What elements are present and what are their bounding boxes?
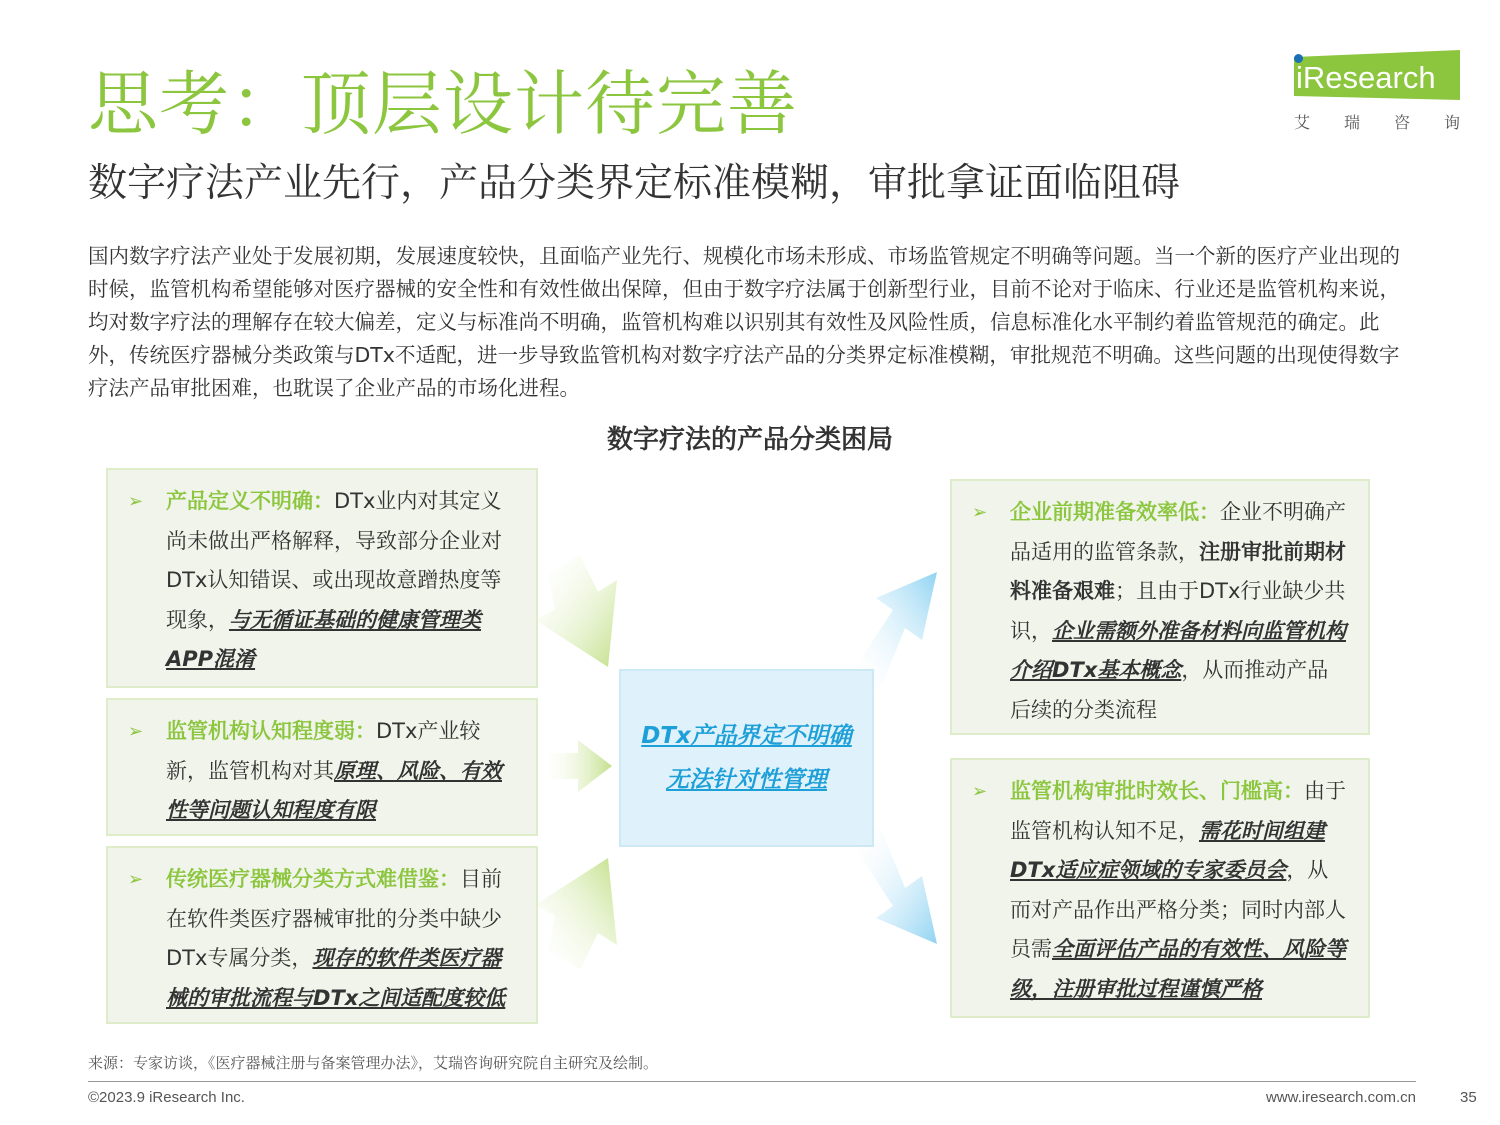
item-emphasis: 与无循证基础的健康管理类APP混淆: [166, 607, 481, 671]
center-line-2: 无法针对性管理: [666, 767, 827, 793]
arrow-bullet-icon: ➢: [128, 869, 144, 890]
item-lead: 产品定义不明确：: [166, 489, 334, 513]
item-lead: 传统医疗器械分类方式难借鉴：: [166, 867, 460, 891]
center-box: [619, 669, 874, 847]
arrow-bullet-icon: ➢: [972, 502, 988, 523]
item-strong: 注册审批前期材料准备艰难: [1010, 539, 1346, 603]
logo-cn-char: 艾: [1294, 113, 1311, 132]
intro-paragraph: 国内数字疗法产业处于发展初期，发展速度较快，且面临产业先行、规模化市场未形成、市场监管规定不明确等问题。当一个新的医疗产业出现的时候，监管机构希望能够对医疗器械的安全性和有效性做出保障，但由于数字疗法属于创新型行业，目前不论对于临床、行业还是监管机构来说，均对数字疗法的理解存在较大偏差，定义与标准尚不明确，监管机构难以识别其有效性及风险性质，信息标准化水平制约着监管规范的确定。此外，传统医疗器械分类政策与DTx不适配，进一步导致监管机构对数字疗法产品的分类界定标准模糊，审批规范不明确。这些问题的出现使得数字疗法产品审批困难，也耽误了企业产品的市场化进程。: [88, 244, 1400, 400]
item-text: ；且由于DTx行业缺少共识，: [1010, 579, 1346, 643]
website-link[interactable]: www.iresearch.com.cn: [1265, 1089, 1416, 1106]
item-text: 目前在软件类医疗器械审批的分类中缺少DTx专属分类，: [166, 867, 502, 970]
center-line-1: DTx产品界定不明确: [641, 723, 852, 749]
logo-cn-char: 询: [1443, 113, 1460, 132]
item-emphasis: 企业需额外准备材料向监管机构介绍DTx基本概念: [1010, 618, 1346, 682]
page-subtitle: 数字疗法产业先行，产品分类界定标准模糊，审批拿证面临阻碍: [88, 161, 1181, 206]
logo-brand-text: iResearch: [1296, 60, 1436, 95]
left-box-regulator-awareness: [106, 698, 538, 836]
item-lead: 企业前期准备效率低：: [1010, 500, 1220, 524]
list-item: [972, 493, 1348, 730]
arrow-right: [540, 740, 612, 792]
item-text: 由于监管机构认知不足，: [1010, 779, 1346, 843]
source-note: 来源：专家访谈，《医疗器械注册与备案管理办法》，艾瑞咨询研究院自主研究及绘制。: [88, 1054, 659, 1072]
arrow-bullet-icon: ➢: [972, 781, 988, 802]
item-text: DTx业内对其定义尚未做出严格解释，导致部分企业对DTx认知错误、或出现故意蹭热度等现象，: [166, 489, 502, 632]
footer-divider: [88, 1081, 1416, 1082]
list-item: [128, 860, 516, 1018]
left-box-traditional-classification: [106, 846, 538, 1024]
item-emphasis: 需花时间组建DTx适应症领域的专家委员会: [1010, 818, 1325, 882]
item-emphasis: 原理、风险、有效性等问题认知程度有限: [166, 758, 502, 822]
arrow-bullet-icon: ➢: [128, 721, 144, 742]
diagram-title: 数字疗法的产品分类困局: [606, 425, 893, 455]
right-box-enterprise-prep: [950, 479, 1370, 735]
list-item: [972, 772, 1348, 1009]
item-lead: 监管机构认知程度弱：: [166, 719, 376, 743]
list-item: [128, 712, 516, 831]
arrow-up-right: [535, 858, 617, 970]
list-item: [128, 482, 516, 680]
item-text: ，从而推动产品后续的分类流程: [1010, 658, 1329, 722]
arrow-bullet-icon: ➢: [128, 491, 144, 512]
item-emphasis: 现存的软件类医疗器械的审批流程与DTx之间适配度较低: [166, 946, 506, 1010]
item-text: ，从而对产品作出严格分类；同时内部人员需: [1010, 858, 1346, 961]
logo-cn-char: 瑞: [1343, 113, 1360, 132]
item-lead: 监管机构审批时效长、门槛高：: [1010, 779, 1304, 803]
page-title: 思考：顶层设计待完善: [88, 63, 798, 145]
item-text: DTx产业较新，监管机构对其: [166, 719, 481, 783]
arrow-down-right: [535, 555, 617, 667]
left-box-product-definition: [106, 468, 538, 688]
logo-cn-char: 咨: [1393, 113, 1410, 132]
page-number: 35: [1460, 1089, 1477, 1106]
right-box-approval-timeline: [950, 758, 1370, 1018]
item-text: 企业不明确产品适用的监管条款，: [1010, 500, 1346, 564]
copyright: ©2023.9 iResearch Inc.: [88, 1089, 245, 1106]
item-emphasis: 全面评估产品的有效性、风险等级，注册审批过程谨慎严格: [1010, 937, 1346, 1001]
